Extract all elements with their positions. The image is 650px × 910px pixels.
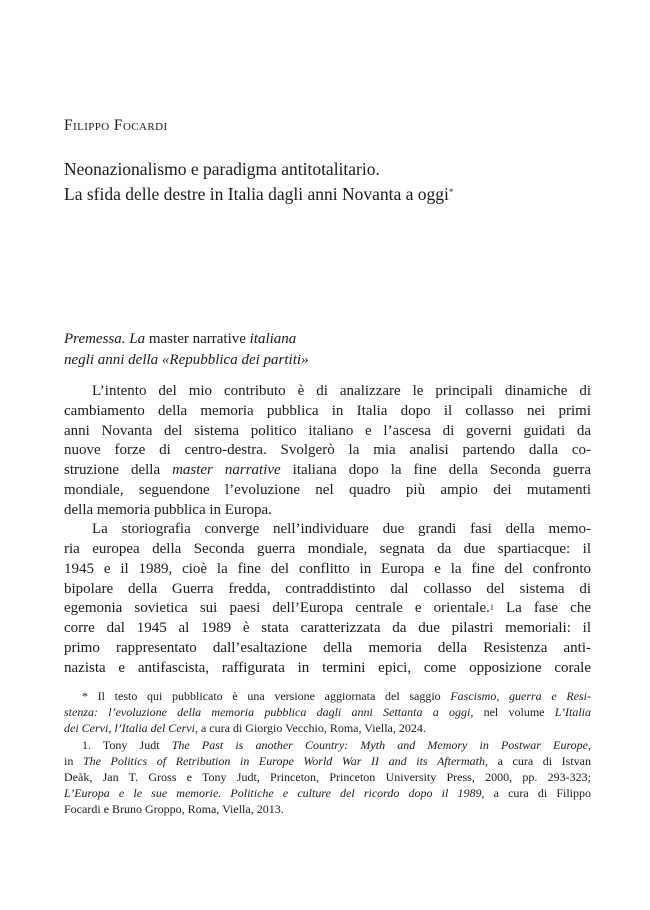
footnote-fragment: , a cura di Giorgio Vecchio, Roma, Viella, 2024. — [194, 721, 426, 736]
footnote-line — [64, 704, 591, 720]
footnote-italic: Fascismo, guerra e Resi- — [450, 689, 591, 703]
body-line: 1945 e il 1989, cioè la fine del conflitto in Europa e la fine del confronto — [64, 560, 591, 577]
body-line: L’intento del mio contributo è di analizzare le principali dinamiche di — [92, 383, 591, 399]
footnote-line — [64, 785, 591, 801]
title-line-2 — [64, 182, 453, 207]
footnote-italic: The Past is another Country: Myth and Memory in Postwar Europe — [171, 737, 588, 752]
body-line: nuove forze di centro-destra. Svolgerò la mia analisi partendo dalla co- — [64, 442, 591, 459]
body-line — [64, 599, 591, 619]
footnote-line — [64, 688, 591, 704]
title-line-1: Neonazionalismo e paradigma antitotalitario. — [64, 159, 380, 179]
body-line: bipolare della Guerra fredda, contraddistinto dal collasso del sistema di — [64, 580, 591, 597]
section-heading-master-narrative: master narrative — [145, 331, 250, 347]
paragraph-1 — [64, 382, 591, 520]
body-line: della memoria pubblica in Europa. — [64, 501, 272, 518]
footnote-1 — [64, 737, 591, 818]
footnote-italic: L’Europa e le sue memorie. Politiche e culture del ricordo dopo il 1989 — [64, 786, 482, 801]
footnote-fragment: * Il testo qui pubblicato è una versione aggiornata del saggio — [82, 689, 451, 703]
section-heading-italiana: italiana — [249, 331, 297, 347]
title-footnote-marker: * — [448, 187, 454, 197]
footnote-line — [64, 737, 591, 753]
footnote-italic: L’Italia — [554, 705, 591, 720]
body-line: mondiale, seguendone l’evoluzione nel quadro più ampio dei mutamenti — [64, 481, 591, 498]
author-name: Filippo Focardi — [64, 117, 168, 134]
body-line: primo rappresentato dall’esaltazione della memoria della Resistenza anti- — [64, 639, 591, 656]
body-fragment: La fase che — [493, 600, 591, 617]
footnote-italic: dei Cervi, l’Italia del Cervi — [64, 721, 195, 736]
body-fragment: italiana dopo la fine della Seconda guerra — [280, 462, 591, 478]
body-line: ria europea della Seconda guerra mondiale, segnata da due spartiacque: il — [64, 541, 591, 557]
footnote-fragment: in — [64, 753, 83, 768]
footnote-ref-1[interactable]: 1 — [489, 603, 494, 613]
body-italic-master-narrative: master narrative — [172, 462, 281, 478]
body-fragment: egemonia sovietica sui paesi dell’Europa centrale e orientale. — [64, 600, 490, 617]
body-line: nazista e antifascista, raffigurata in termini epici, come opposizione corale — [64, 659, 591, 676]
footnote-italic: stenza: l’evoluzione della memoria pubblica dagli anni Settanta a oggi — [64, 705, 471, 720]
body-line: La storiografia converge nell’individuare due grandi fasi della memo- — [92, 521, 591, 538]
footnote-line — [64, 720, 591, 736]
footnote-fragment: , a cura di Filippo — [481, 786, 591, 801]
paragraph-2 — [64, 520, 591, 678]
body-fragment: struzione della — [64, 462, 173, 478]
section-heading-premessa: Premessa. La — [64, 331, 146, 347]
body-line: cambiamento della memoria pubblica in Italia dopo il collasso nei primi — [64, 402, 591, 419]
footnote-line: Focardi e Bruno Groppo, Roma, Viella, 2013. — [64, 802, 284, 817]
body-line: anni Novanta del sistema politico italiano e l’ascesa di governi guidati da — [64, 422, 591, 439]
footnote-fragment: , — [588, 737, 591, 752]
body-line: corre dal 1945 al 1989 è stata caratterizzata da due pilastri memoriali: il — [64, 620, 591, 636]
article-title — [64, 157, 453, 207]
section-heading — [64, 329, 309, 371]
body-text — [64, 382, 591, 678]
footnotes — [64, 688, 591, 818]
section-heading-line-1 — [64, 329, 309, 350]
body-line — [64, 461, 591, 481]
title-line-2-text: La sfida delle destre in Italia dagli anni Novanta a oggi — [64, 184, 449, 204]
footnote-fragment: , a cura di Istvan — [484, 753, 591, 768]
footnote-fragment: 1. Tony Judt — [82, 737, 172, 752]
section-heading-line-2: negli anni della «Repubblica dei partiti» — [64, 352, 309, 368]
footnote-line: Deàk, Jan T. Gross e Tony Judt, Princeton, Princeton University Press, 2000, pp. 293-323; — [64, 770, 591, 785]
footnote-fragment: , nel volume — [470, 705, 555, 720]
footnote-line — [64, 753, 591, 769]
footnote-italic: The Politics of Retribution in Europe World War II and its Aftermath — [82, 753, 485, 768]
footnote-star — [64, 688, 591, 737]
